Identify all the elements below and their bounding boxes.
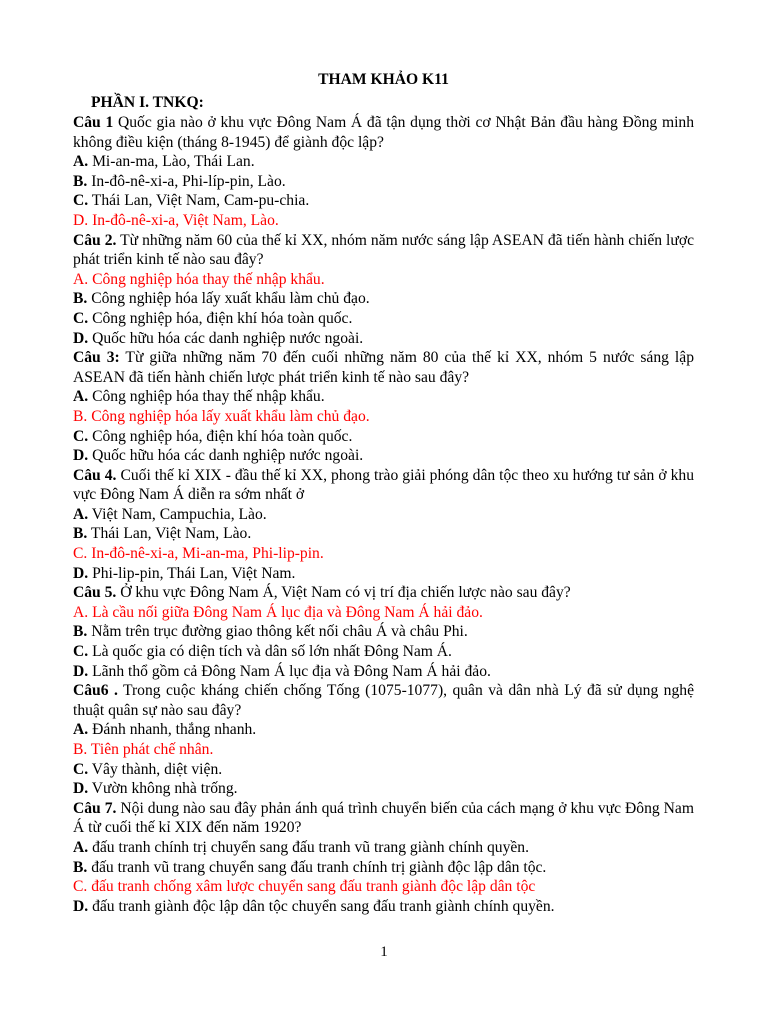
option-letter: A. — [73, 505, 89, 523]
question-text — [73, 113, 694, 152]
option-letter: B. — [73, 525, 88, 543]
option-text: Công nghiệp hóa thay thế nhập khẩu. — [88, 270, 325, 288]
option-letter: A. — [73, 838, 89, 856]
option-d — [73, 329, 694, 349]
question-text — [73, 348, 694, 387]
option-text: Tiên phát chế nhân. — [87, 741, 214, 758]
option-text: đấu tranh chống xâm lược chuyển sang đấu tranh giành độc lập dân tộc — [87, 878, 536, 896]
option-b — [73, 172, 694, 192]
question-block — [73, 799, 694, 917]
question-label: Câu 2. — [73, 231, 117, 249]
option-letter: B. — [73, 172, 88, 190]
option-letter: D. — [73, 329, 89, 347]
option-text: Thái Lan, Việt Nam, Lào. — [87, 525, 252, 543]
option-b-correct — [73, 407, 694, 427]
option-letter: A. — [73, 270, 89, 288]
option-letter: C. — [73, 760, 89, 778]
question-body: Cuối thế kỉ XIX - đầu thế kỉ XX, phong trào giải phóng dân tộc theo xu hướng tư sản ở khu vực Đông Nam Á diễn ra sớm nhất ở — [73, 466, 694, 504]
option-text: Vây thành, diệt viện. — [88, 760, 223, 778]
option-text: Việt Nam, Campuchia, Lào. — [88, 505, 267, 523]
option-text: Thái Lan, Việt Nam, Cam-pu-chia. — [88, 192, 310, 210]
option-a — [73, 505, 694, 525]
option-d-correct — [73, 211, 694, 231]
option-b — [73, 858, 694, 878]
option-text: Mi-an-ma, Lào, Thái Lan. — [88, 153, 255, 171]
option-letter: C. — [73, 192, 89, 210]
option-d — [73, 897, 694, 917]
option-letter: B. — [73, 858, 88, 876]
option-letter: B. — [73, 623, 88, 641]
question-text — [73, 231, 694, 270]
document-page — [73, 70, 694, 916]
option-letter: B. — [73, 290, 88, 308]
question-label: Câu 5. — [73, 584, 117, 602]
option-c — [73, 760, 694, 780]
question-text — [73, 466, 694, 505]
option-letter: A. — [73, 721, 89, 739]
question-block — [73, 348, 694, 466]
question-label: Câu 1 — [73, 114, 114, 131]
option-c — [73, 309, 694, 329]
option-letter: B. — [73, 741, 88, 758]
question-body: Quốc gia nào ở khu vực Đông Nam Á đã tận dụng thời cơ Nhật Bản đầu hàng Đồng minh không điều kiện (tháng 8-1945) để giành độc lập? — [73, 114, 694, 151]
option-letter: A. — [73, 153, 89, 171]
option-text: In-đô-nê-xi-a, Mi-an-ma, Phi-lip-pin. — [87, 545, 324, 563]
question-block — [73, 231, 694, 349]
option-c-correct — [73, 877, 694, 897]
option-a — [73, 387, 694, 407]
option-text: Công nghiệp hóa thay thế nhập khẩu. — [88, 388, 325, 406]
option-text: Công nghiệp hóa lấy xuất khẩu làm chủ đạo. — [87, 290, 370, 308]
option-c — [73, 427, 694, 447]
option-text: Công nghiệp hóa, điện khí hóa toàn quốc. — [88, 427, 353, 445]
question-label: Câu 7. — [73, 799, 117, 817]
option-text: đấu tranh vũ trang chuyển sang đấu tranh chính trị giành độc lập dân tộc. — [87, 858, 547, 876]
option-d — [73, 446, 694, 466]
option-text: Nằm trên trục đường giao thông kết nối châu Á và châu Phi. — [87, 623, 468, 641]
option-a — [73, 720, 694, 740]
question-block — [73, 466, 694, 584]
option-d — [73, 662, 694, 682]
option-letter: D. — [73, 564, 89, 582]
option-letter: C. — [73, 643, 89, 661]
option-c — [73, 642, 694, 662]
question-label: Câu 4. — [73, 466, 117, 484]
option-b-correct — [73, 740, 694, 760]
option-letter: A. — [73, 388, 89, 406]
option-text: Vườn không nhà trống. — [88, 780, 238, 798]
option-text: In-đô-nê-xi-a, Phi-líp-pin, Lào. — [87, 172, 286, 190]
option-letter: D. — [73, 662, 89, 680]
question-body: Ở khu vực Đông Nam Á, Việt Nam có vị trí địa chiến lược nào sau đây? — [116, 584, 571, 602]
option-letter: D. — [73, 897, 89, 915]
option-b — [73, 622, 694, 642]
section-heading: PHẦN I. TNKQ: — [91, 94, 204, 111]
question-text — [73, 799, 694, 838]
option-c-correct — [73, 544, 694, 564]
option-letter: D. — [73, 211, 89, 229]
option-text: Là cầu nối giữa Đông Nam Á lục địa và Đông Nam Á hải đảo. — [88, 603, 483, 621]
option-b — [73, 289, 694, 309]
option-text: Công nghiệp hóa lấy xuất khẩu làm chủ đạo. — [87, 407, 370, 425]
option-letter: B. — [73, 407, 88, 425]
question-body: Từ giữa những năm 70 đến cuối những năm 80 của thế kỉ XX, nhóm 5 nước sáng lập ASEAN đã tiến hành chiến lược phát triển kinh tế nào sau đây? — [73, 349, 694, 386]
option-text: Đánh nhanh, thắng nhanh. — [88, 721, 257, 739]
option-text: Công nghiệp hóa, điện khí hóa toàn quốc. — [88, 309, 353, 327]
option-letter: D. — [73, 447, 89, 465]
option-text: đấu tranh giành độc lập dân tộc chuyển sang đấu tranh giành chính quyền. — [88, 897, 555, 915]
option-a-correct — [73, 603, 694, 623]
option-d — [73, 564, 694, 584]
question-body: Nội dung nào sau đây phản ánh quá trình chuyển biến của cách mạng ở khu vực Đông Nam Á từ cuối thế kỉ XIX đến năm 1920? — [73, 799, 694, 837]
document-title: THAM KHẢO K11 — [318, 71, 449, 88]
option-letter: C. — [73, 545, 88, 563]
question-body: Trong cuộc kháng chiến chống Tống (1075-1077), quân và dân nhà Lý đã sử dụng nghệ thuật quân sự nào sau đây? — [73, 682, 694, 719]
option-b — [73, 524, 694, 544]
option-text: đấu tranh chính trị chuyển sang đấu tranh vũ trang giành chính quyền. — [88, 838, 530, 856]
question-text — [73, 681, 694, 720]
option-text: Quốc hữu hóa các danh nghiệp nước ngoài. — [88, 329, 364, 347]
option-letter: A. — [73, 603, 89, 621]
option-text: In-đô-nê-xi-a, Việt Nam, Lào. — [88, 211, 279, 229]
option-text: Lãnh thổ gồm cả Đông Nam Á lục địa và Đông Nam Á hải đảo. — [88, 662, 491, 680]
question-label: Câu6 . — [73, 682, 118, 700]
option-d — [73, 779, 694, 799]
page-number: 1 — [380, 944, 388, 960]
option-a-correct — [73, 270, 694, 290]
option-letter: C. — [73, 878, 88, 896]
option-a — [73, 152, 694, 172]
option-text: Quốc hữu hóa các danh nghiệp nước ngoài. — [88, 447, 364, 465]
question-body: Từ những năm 60 của thế kỉ XX, nhóm năm nước sáng lập ASEAN đã tiến hành chiến lược phát triển kinh tế nào sau đây? — [73, 231, 694, 269]
option-c — [73, 191, 694, 211]
option-text: Là quốc gia có diện tích và dân số lớn nhất Đông Nam Á. — [88, 643, 452, 661]
option-letter: C. — [73, 309, 89, 327]
question-text — [73, 583, 694, 603]
question-block — [73, 681, 694, 799]
option-letter: C. — [73, 427, 89, 445]
question-block — [73, 113, 694, 231]
question-label: Câu 3: — [73, 349, 120, 367]
option-a — [73, 838, 694, 858]
option-text: Phi-lip-pin, Thái Lan, Việt Nam. — [88, 564, 296, 582]
question-block — [73, 583, 694, 681]
option-letter: D. — [73, 780, 89, 798]
